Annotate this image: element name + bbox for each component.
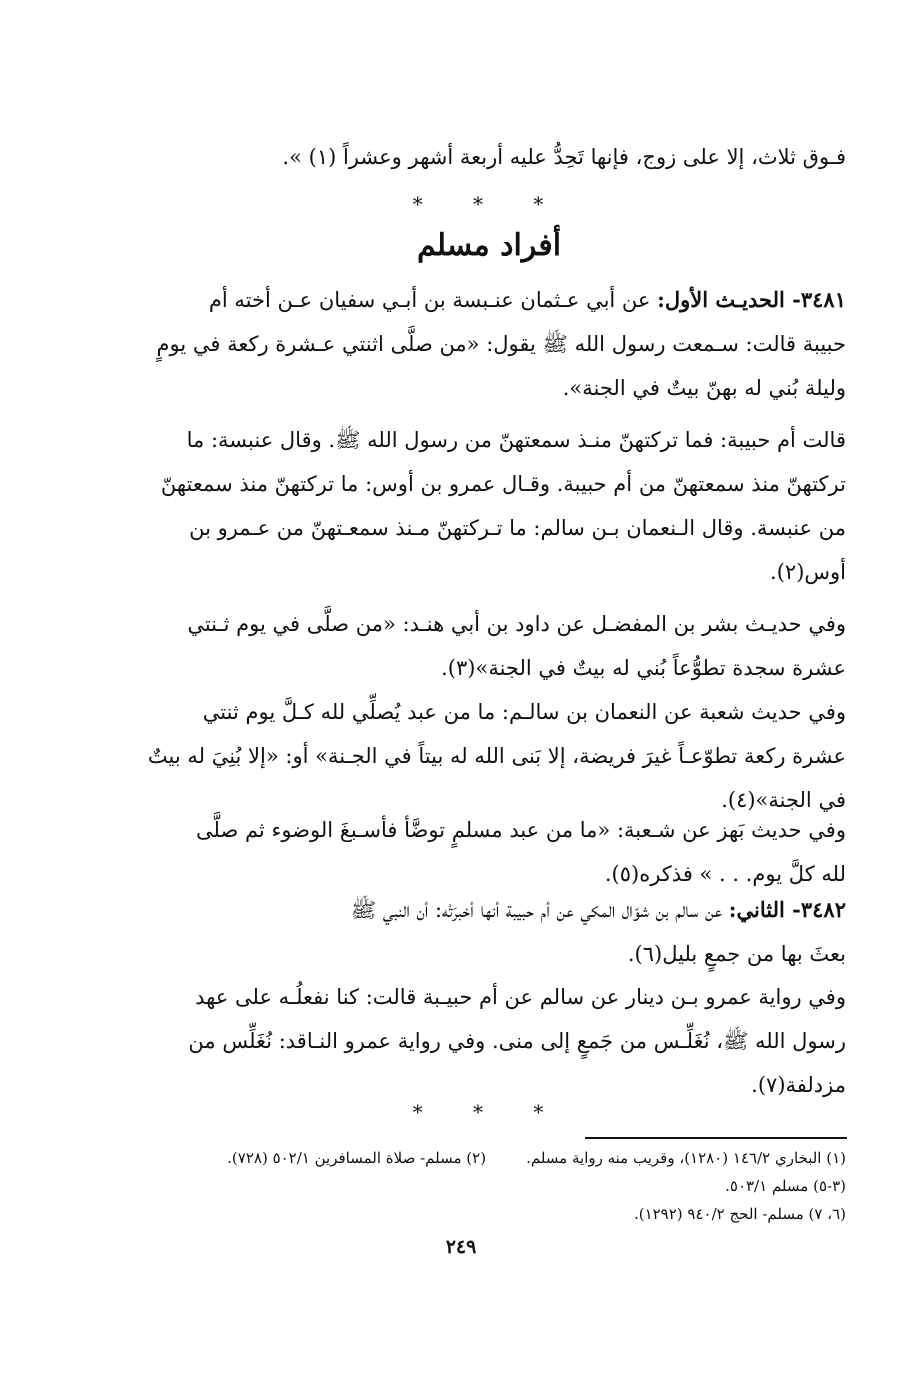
footnote-2: (٢) مسلم- صلاة المسافرين ٥٠٢/١ (٧٢٨). (227, 1149, 487, 1167)
paragraph-6-line-2: رسول الله ﷺ، نُغَلِّـس من جَمعٍ إلى منى. وفي رواية عمرو النـاقد: نُغَلِّس من (188, 1029, 846, 1053)
hadith-1-line-2: حبيبة قالت: سـمعت رسول الله ﷺ يقول: «من صلَّى اثنتي عـشرة ركعة في يومٍ (156, 332, 846, 356)
hadith-1-label: ٣٤٨١- الحديـث الأول: (657, 287, 846, 312)
paragraph-3-line-1: وفي حديـث بشر بن المفضـل عن داود بن أبي هنـد: «من صلَّى في يوم ثـنتي (187, 612, 846, 636)
hadith-2-line-2: بعثَ بها من جمعٍ بليل(٦). (627, 942, 846, 966)
paragraph-4-line-2: عشرة ركعة تطوّعـاً غيرَ فريضة، إلا بَنى الله له بيتاً في الجـنة» أو: «إلا بُنِيَ له بيتٌ (147, 744, 846, 768)
paragraph-5 (132, 808, 846, 896)
hadith-1-paragraph (132, 278, 846, 410)
footnote-row-3 (132, 1200, 846, 1228)
paragraph-2 (132, 418, 846, 594)
paragraph-5-line-1: وفي حديث بَهز عن شـعبة: «ما من عبد مسلمٍ توضَّأ فأسـبغَ الوضوء ثم صلَّى (195, 818, 846, 842)
paragraph-6-line-3: مزدلفة(٧). (751, 1073, 846, 1097)
paragraph-2-line-4: أوس(٢). (770, 560, 846, 584)
stars-divider-bottom: * * * (412, 1100, 566, 1124)
hadith-1-line-1: ٣٤٨١- الحديـث الأول: عن أبي عـثمان عنـبسة بن أبـي سفيان عـن أخته أم (208, 287, 846, 312)
paragraph-6 (132, 975, 846, 1107)
paragraph-4-line-3: في الجنة»(٤). (721, 788, 846, 812)
footnote-row-2 (132, 1172, 846, 1200)
hadith-2-paragraph (132, 888, 846, 976)
paragraph-5-line-2: لله كلَّ يوم. . . » فذكره(٥). (604, 862, 846, 886)
footnote-1: (١) البخاري ١٤٦/٢ (١٢٨٠)، وقريب منه رواية مسلم. (526, 1149, 846, 1167)
footnote-3-5: (٣-٥) مسلم ٥٠٣/١. (725, 1177, 846, 1195)
page-number: ٢٤٩ (445, 1236, 477, 1258)
section-title: أفراد مسلم (416, 228, 562, 263)
paragraph-6-line-1: وفي رواية عمرو بـن دينار عن سالم عن أم حبيـبة قالت: كنا نفعلُـه على عهد (195, 985, 846, 1009)
paragraph-2-line-2: تركتهنّ منذ سمعتهنّ من أم حبيبة. وقـال عمرو بن أوس: ما تركتهنّ منذ سمعتهنّ (160, 472, 846, 496)
paragraph-4 (132, 690, 846, 822)
paragraph-3-line-2: عشرة سجدة تطوُّعاً بُني له بيتٌ في الجنة»(٣). (441, 656, 846, 680)
stars-divider-top: * * * (412, 192, 566, 216)
hadith-2-label: ٣٤٨٢- الثاني: (728, 897, 846, 922)
intro-paragraph (132, 135, 846, 179)
intro-line: فـوق ثلاث، إلا على زوج، فإنها تَحِدُّ عليه أربعة أشهر وعشراً (١) ». (282, 145, 846, 169)
footnote-6-7: (٦، ٧) مسلم- الحج ٩٤٠/٢ (١٢٩٢). (633, 1205, 846, 1223)
hadith-2-line-1: ٣٤٨٢- الثاني: عن سالم بن شوّال المكي عن أم حبيبة أنها أخبرَتْه: أن النبي ﷺ (350, 897, 846, 922)
paragraph-2-line-3: من عنبسة. وقال الـنعمان بـن سالم: ما تـركتهنّ مـنذ سمعـتهنّ من عـمرو بن (189, 516, 846, 540)
footnotes (132, 1144, 846, 1228)
footnote-row-1 (132, 1144, 846, 1172)
paragraph-3 (132, 602, 846, 690)
hadith-1-line-3: وليلة بُني له بهنّ بيتٌ في الجنة». (562, 376, 846, 400)
paragraph-4-line-1: وفي حديث شعبة عن النعمان بن سالـم: ما من عبد يُصلِّي لله كـلَّ يوم ثنتي (202, 700, 846, 724)
paragraph-2-line-1: قالت أم حبيبة: فما تركتهنّ منـذ سمعتهنّ من رسول الله ﷺ. وقال عنبسة: ما (186, 428, 846, 452)
footnote-separator (585, 1137, 847, 1139)
